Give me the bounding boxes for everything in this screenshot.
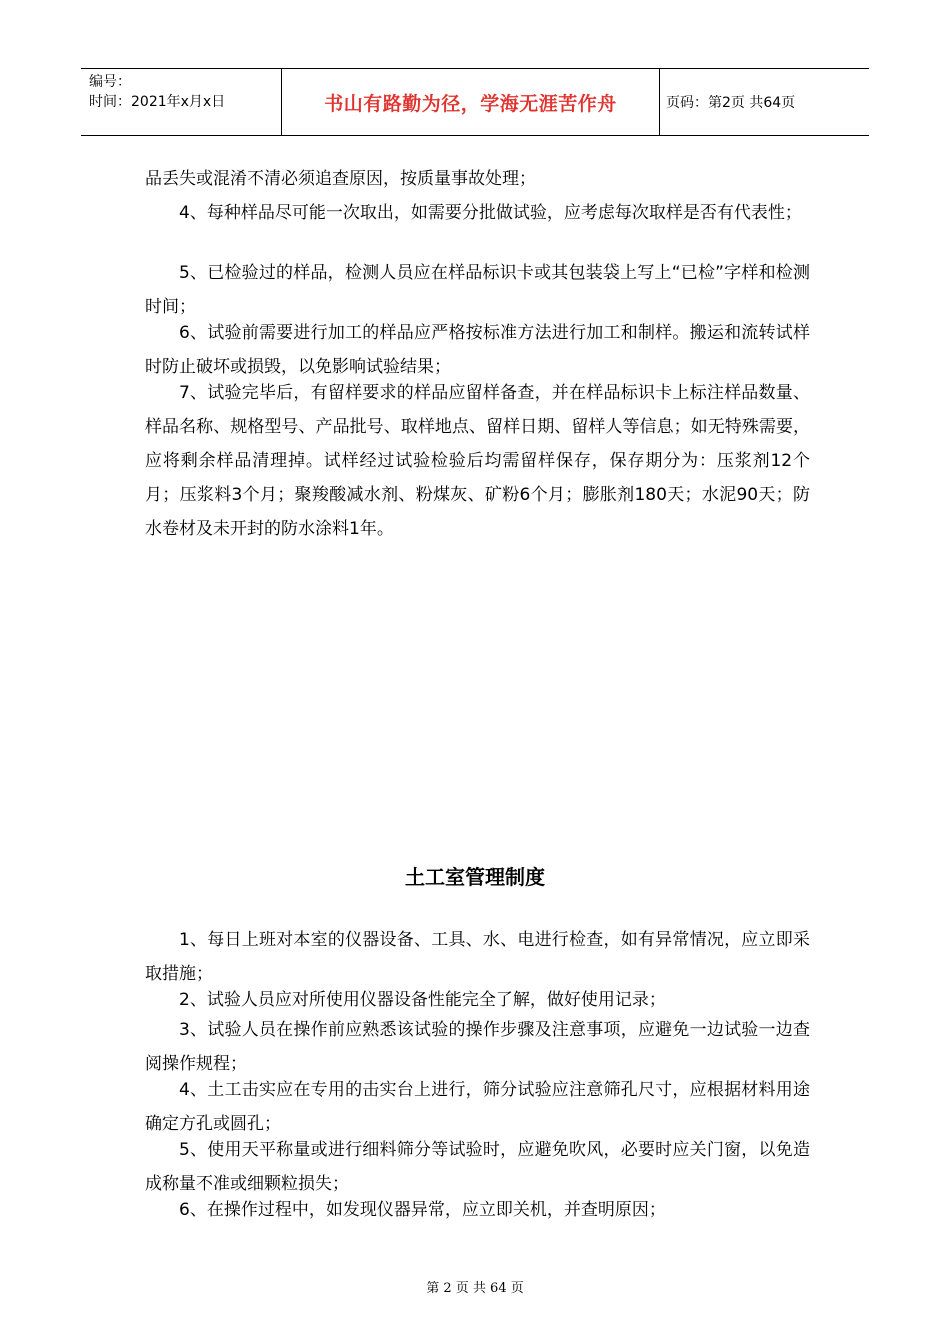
section-title: 土工室管理制度: [405, 865, 545, 889]
paragraph-continued: 品丢失或混淆不清必须追查原因，按质量事故处理；: [145, 169, 536, 189]
rule-item-4: 4、土工击实应在专用的击实台上进行，筛分试验应注意筛孔尺寸，应根据材料用途确定方孔或圆孔；: [145, 1080, 810, 1134]
rule-item-5: 5、使用天平称量或进行细料筛分等试验时，应避免吹风，必要时应关门窗，以免造成称量不准或细颗粒损失；: [145, 1140, 810, 1194]
paragraph-item-6: 6、试验前需要进行加工的样品应严格按标准方法进行加工和制样。搬运和流转试样时防止破坏或损毁，以免影响试验结果；: [145, 323, 810, 377]
header-motto-cell: [282, 69, 660, 135]
rule-item-3: 3、试验人员在操作前应熟悉该试验的操作步骤及注意事项，应避免一边试验一边查阅操作规程；: [145, 1020, 810, 1074]
document-number-label: 编号：: [89, 74, 131, 90]
rule-item-6: 6、在操作过程中，如发现仪器异常，应立即关机，并查明原因；: [179, 1200, 666, 1220]
header-motto: 书山有路勤为径，学海无涯苦作舟: [324, 92, 617, 115]
paragraph-item-4: 4、每种样品尽可能一次取出，如需要分批做试验，应考虑每次取样是否有代表性；: [179, 203, 802, 223]
page-header: [81, 68, 869, 136]
header-meta: [81, 69, 282, 135]
document-date-label: 时间：2021年x月x日: [89, 94, 226, 110]
rule-item-2: 2、试验人员应对所使用仪器设备性能完全了解，做好使用记录；: [179, 990, 666, 1010]
page-footer: 第 2 页 共 64 页: [426, 1281, 524, 1296]
rule-item-1: 1、每日上班对本室的仪器设备、工具、水、电进行检查，如有异常情况，应立即采取措施；: [145, 930, 810, 984]
header-page-number: 页码：第2页 共64页: [666, 95, 796, 111]
header-page-cell: [660, 69, 869, 135]
paragraph-item-7: 7、试验完毕后，有留样要求的样品应留样备查，并在样品标识卡上标注样品数量、样品名称、规格型号、产品批号、取样地点、留样日期、留样人等信息；如无特殊需要，应将剩余样品清理掉。试样经过试验检验后均需留样保存，保存期分为：压浆剂12个月；压浆料3个月；聚羧酸减水剂、粉煤灰、矿粉6个月；膨胀剂180天；水泥90天；防水卷材及未开封的防水涂料1年。: [145, 383, 810, 539]
paragraph-item-5: 5、已检验过的样品，检测人员应在样品标识卡或其包装袋上写上“已检”字样和检测时间；: [145, 263, 810, 317]
